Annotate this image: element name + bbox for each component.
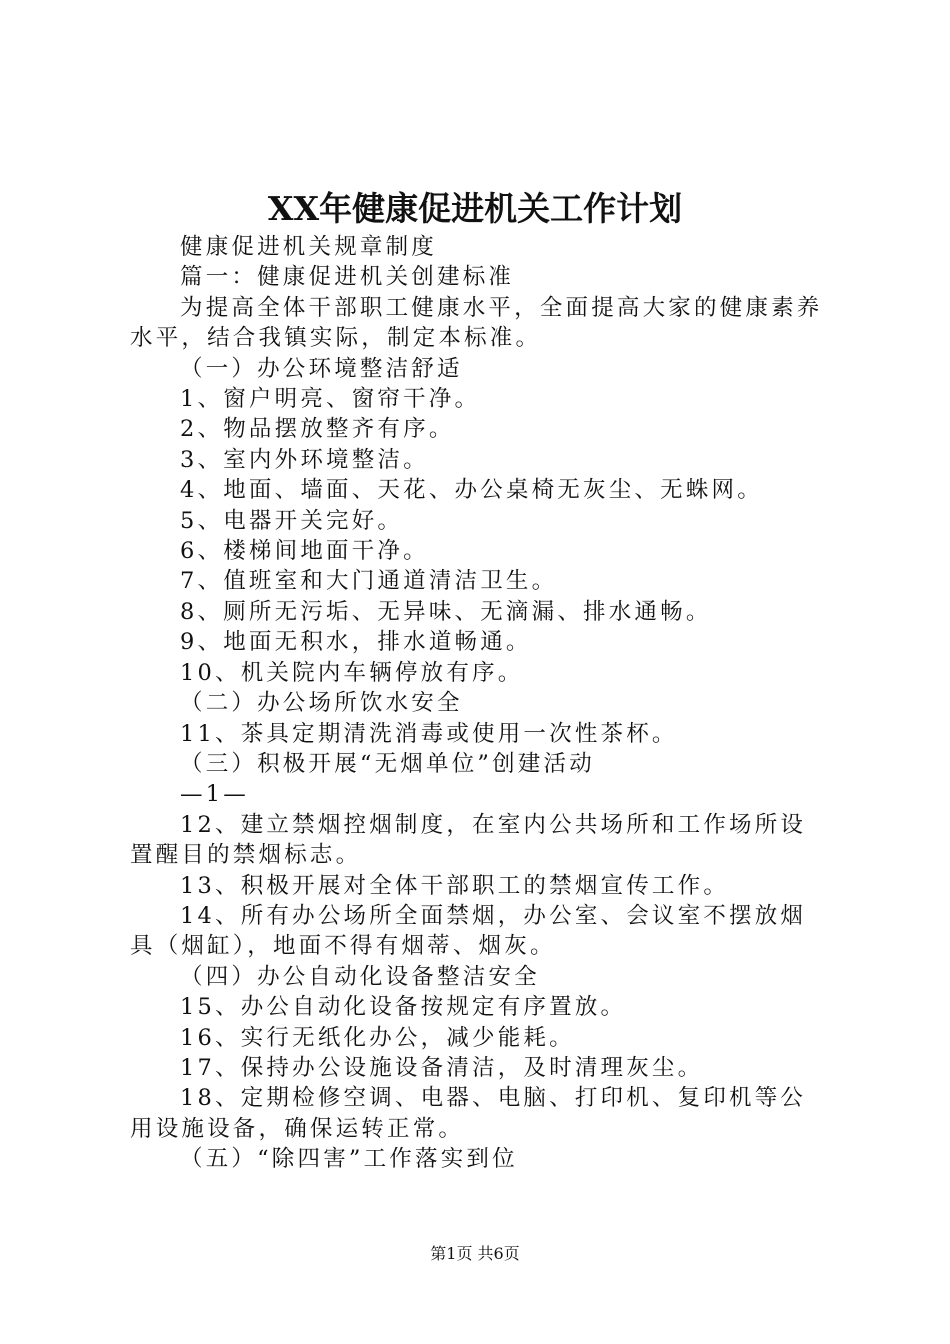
document-body [130, 232, 830, 1175]
paragraph: （五）“除四害”工作落实到位 [180, 1146, 518, 1173]
paragraph: 为提高全体干部职工健康水平，全面提高大家的健康素养水平，结合我镇实际，制定本标准。 [130, 294, 823, 352]
paragraph: 18、定期检修空调、电器、电脑、打印机、复印机等公用设施设备，确保运转正常。 [130, 1085, 807, 1142]
paragraph: 6、楼梯间地面干净。 [180, 538, 429, 565]
paragraph: 12、建立禁烟控烟制度，在室内公共场所和工作场所设置醒目的禁烟标志。 [130, 811, 807, 869]
document-title: XX年健康促进机关工作计划 [267, 189, 683, 228]
paragraph: 9、地面无积水，排水道畅通。 [180, 629, 532, 656]
inline-page-number: —1— [180, 781, 249, 808]
paragraph: 8、厕所无污垢、无异味、无滴漏、排水通畅。 [180, 598, 712, 625]
paragraph: 5、电器开关完好。 [180, 507, 404, 534]
paragraph: 3、室内外环境整洁。 [180, 446, 429, 473]
paragraph: 篇一：健康促进机关创建标准 [180, 264, 515, 291]
paragraph: 17、保持办公设施设备清洁，及时清理灰尘。 [180, 1054, 704, 1081]
paragraph: 13、积极开展对全体干部职工的禁烟宣传工作。 [180, 872, 730, 899]
paragraph: （四）办公自动化设备整洁安全 [180, 963, 540, 990]
paragraph: 10、机关院内车辆停放有序。 [180, 659, 524, 686]
paragraph: （一）办公环境整洁舒适 [180, 355, 463, 382]
paragraph: 2、物品摆放整齐有序。 [180, 416, 455, 443]
paragraph: （三）积极开展“无烟单位”创建活动 [180, 750, 595, 777]
paragraph: 11、茶具定期清洗消毒或使用一次性茶杯。 [180, 720, 678, 747]
paragraph: 7、值班室和大门通道清洁卫生。 [180, 568, 558, 595]
page-footer: 第1页 共6页 [430, 1244, 520, 1263]
paragraph: 1、窗户明亮、窗帘干净。 [180, 386, 481, 413]
paragraph: 15、办公自动化设备按规定有序置放。 [180, 994, 627, 1021]
paragraph: 健康促进机关规章制度 [180, 234, 438, 260]
paragraph: （二）办公场所饮水安全 [180, 690, 463, 717]
paragraph: 16、实行无纸化办公，减少能耗。 [180, 1024, 575, 1051]
paragraph: 4、地面、墙面、天花、办公桌椅无灰尘、无蛛网。 [180, 477, 763, 504]
paragraph: 14、所有办公场所全面禁烟，办公室、会议室不摆放烟具（烟缸），地面不得有烟蒂、烟灰。 [130, 902, 807, 960]
